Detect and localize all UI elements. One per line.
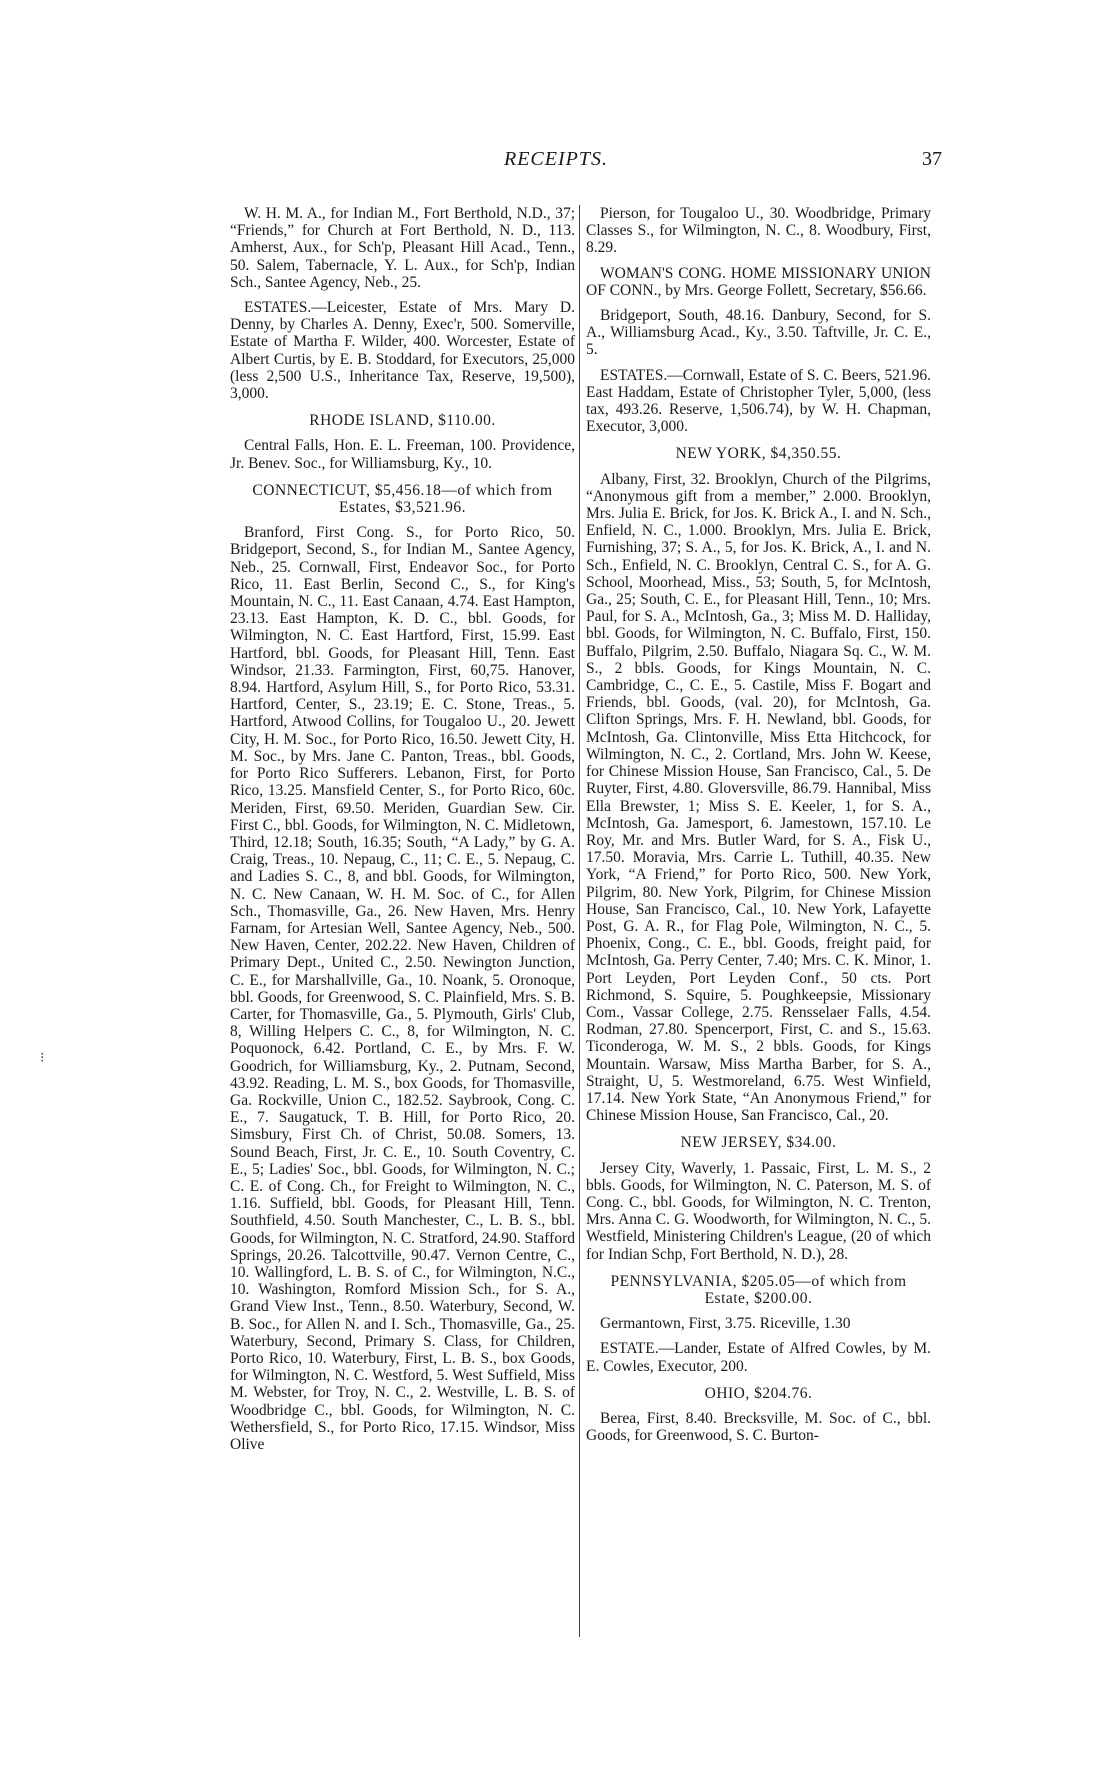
running-head — [0, 148, 1112, 178]
margin-mark: ⁝ — [40, 1051, 45, 1066]
paragraph-new-york: Albany, First, 32. Brooklyn, Church of the Pilgrims, “Anonymous gift from a member,” 2.000. Brooklyn, Mrs. Julia E. Brick, for Jos. K. Brick A., I. and N. Sch., Enfield, N. C., 1.000. Brooklyn, Mrs. Julia E. Brick, Furnishing, 37; S. A., 5, for Jos. K. Brick, A., I. and N. Sch., Enfield, N. C. Brooklyn, Central C. S., for A. G. School, Moorhead, Miss., 53; South, 5, for McIntosh, Ga., 25; South, C. E., for Pleasant Hill, Tenn., 10; Mrs. Paul, for S. A., McIntosh, Ga., 3; Miss M. D. Halliday, bbl. Goods, for Wilmington, N. C. Buffalo, First, 150. Buffalo, Pilgrim, 2.50. Buffalo, Niagara Sq. C., W. M. S., 2 bbls. Goods, for Kings Mountain, N. C. Cambridge, C., C. E., 5. Castile, Miss F. Bogart and Friends, bbl. Goods, (val. 20), for McIntosh, Ga. Clifton Springs, Mrs. F. H. Newland, bbl. Goods, for McIntosh, Ga. Clintonville, Miss Etta Hitchcock, for Wilmington, N. C., 2. Cortland, Mrs. John W. Keese, for Chinese Mission House, San Francisco, Cal., 5. De Ruyter, First, 4.80. Gloversville, 86.79. Hannibal, Miss Ella Brewster, 1; Miss S. E. Keeler, 1, for S. A., McIntosh, Ga. Jamesport, 6. Jamestown, 157.10. Le Roy, Mr. and Mrs. Butler Ward, for S. A., Fisk U., 17.50. Moravia, Mrs. Carrie L. Tuthill, 40.35. New York, “A Friend,” for Porto Rico, 500. New York, Pilgrim, 80. New York, Pilgrim, for Chinese Mission House, San Francisco, Cal., 10. New York, Lafayette Post, G. A. R., for Flag Pole, Wilmington, N. C., 5. Phoenix, Cong., C. E., bbl. Goods, freight paid, for McIntosh, Ga. Perry Center, 7.40; Mrs. C. K. Minor, 1. Port Leyden, Port Leyden Conf., 50 cts. Port Richmond, S. Squire, 5. Poughkeepsie, Missionary Com., Vassar College, 2.75. Rensselaer Falls, 4.54. Rodman, 27.80. Spencerport, First, C. and S., 15.63. Ticonderoga, W. M. S., 2 bbls. Goods, for Kings Mountain. Warsaw, Miss Martha Barber, for S. A., Straight, U, 5. Westmoreland, 6.75. West Winfield, 17.14. New York State, “An Anonymous Friend,” for Chinese Mission House, San Francisco, Cal., 20. — [586, 470, 931, 1125]
page-number: 37 — [922, 148, 942, 170]
paragraph-estate-pa: ESTATE.—Lander, Estate of Alfred Cowles, by M. E. Cowles, Executor, 200. — [586, 1340, 931, 1375]
heading-ohio: OHIO, $204.76. — [704, 1384, 813, 1402]
column-divider — [579, 205, 580, 1637]
paragraph-ohio: Berea, First, 8.40. Brecksville, M. Soc. of C., bbl. Goods, for Greenwood, S. C. Burton- — [586, 1410, 931, 1445]
heading-connecticut: CONNECTICUT, $5,456.18—of which from Estates, $3,521.96. — [252, 481, 553, 517]
paragraph-womans-union: WOMAN'S CONG. HOME MISSIONARY UNION OF CONN., by Mrs. George Follett, Secretary, $56.66. — [586, 264, 931, 299]
paragraph-new-jersey: Jersey City, Waverly, 1. Passaic, First, L. M. S., 2 bbls. Goods, for Wilmington, N. C. Paterson, M. S. of Cong. C., bbl. Goods, for Wilmington, N. C. Trenton, Mrs. Anna C. G. Woodworth, for Wilmington, N. C., 5. Westfield, Ministering Children's League, (20 of which for Indian Schp, Fort Berthold, N. D.), 28. — [586, 1159, 931, 1263]
heading-new-york: NEW YORK, $4,350.55. — [675, 445, 842, 463]
paragraph-estates-ma: ESTATES.—Leicester, Estate of Mrs. Mary D. Denny, by Charles A. Denny, Exec'r, 500. Somerville, Estate of Martha F. Wilder, 400. Worcester, Estate of Albert Curtis, by E. B. Stoddard, for Executors, 25,000 (less 2,500 U.S., Inheritance Tax, Reserve, 19,500), 3,000. — [230, 299, 575, 403]
heading-rhode-island: RHODE ISLAND, $110.00. — [309, 412, 496, 430]
heading-pennsylvania: PENNSYLVANIA, $205.05—of which from Estate, $200.00. — [610, 1272, 907, 1307]
paragraph-bridgeport: Bridgeport, South, 48.16. Danbury, Second, for S. A., Williamsburg Acad., Ky., 3.50. Taftville, Jr. C. E., 5. — [586, 307, 931, 359]
paragraph-wma: W. H. M. A., for Indian M., Fort Berthold, N.D., 37; “Friends,” for Church at Fort Berthold, N. D., 113. Amherst, Aux., for Sch'p, Pleasant Hill Acad., Tenn., 50. Salem, Tabernacle, Y. L. Aux., for Sch'p, Indian Sch., Santee Agency, Neb., 25. — [230, 205, 575, 291]
paragraph-ct-continued: Pierson, for Tougaloo U., 30. Woodbridge, Primary Classes S., for Wilmington, N. C., 8. Woodbury, First, 8.29. — [586, 205, 931, 257]
paragraph-pennsylvania: Germantown, First, 3.75. Riceville, 1.30 — [600, 1315, 851, 1333]
heading-new-jersey: NEW JERSEY, $34.00. — [680, 1134, 837, 1152]
running-title: RECEIPTS. — [504, 148, 608, 170]
paragraph-connecticut: Branford, First Cong. S., for Porto Rico, 50. Bridgeport, Second, S., for Indian M., Santee Agency, Neb., 25. Cornwall, First, Endeavor Soc., for Porto Rico, 11. East Berlin, Second C., S., for King's Mountain, N. C., 11. East Canaan, 4.74. East Hampton, 23.13. East Hampton, K. D. C., bbl. Goods, for Wilmington, N. C. East Hartford, First, 15.99. East Hartford, bbl. Goods, for Pleasant Hill, Tenn. East Windsor, 21.33. Farmington, First, 60,75. Hanover, 8.94. Hartford, Asylum Hill, S., for Porto Rico, 53.31. Hartford, Center, S., 23.19; E. C. Stone, Treas., 5. Hartford, Atwood Collins, for Tougaloo U., 20. Jewett City, H. M. Soc., for Porto Rico, 16.50. Jewett City, H. M. Soc., by Mrs. Jane C. Panton, Treas., bbl. Goods, for Porto Rico Sufferers. Lebanon, First, for Porto Rico, 13.25. Mansfield Center, S., for Porto Rico, 60c. Meriden, First, 69.50. Meriden, Guardian Sew. Cir. First C., bbl. Goods, for Wilmington, N. C. Midletown, Third, 12.18; South, 16.35; South, “A Lady,” by G. A. Craig, Treas., 10. Nepaug, C., 11; C. E., 5. Nepaug, C. and Ladies S. C., 8, and bbl. Goods, for Wilmington, N. C. New Canaan, W. H. M. Soc. of C., for Allen Sch., Thomasville, Ga., 26. New Haven, Mrs. Henry Farnam, for Artesian Well, Santee Agency, Neb., 500. New Haven, Center, 202.22. New Haven, Children of Primary Dept., United C., 2.50. Newington Junction, C. E., for Marshallville, Ga., 10. Noank, 5. Oronoque, bbl. Goods, for Greenwood, S. C. Plainfield, Mrs. S. B. Carter, for Thomasville, Ga., 5. Plymouth, Girls' Club, 8, Willing Helpers C. C., 8, for Wilmington, N. C. Poquonock, 6.42. Portland, C. E., by Mrs. F. W. Goodrich, for Williamsburg, Ky., 2. Putnam, Second, 43.92. Reading, L. M. S., box Goods, for Thomasville, Ga. Rockville, Union C., 182.52. Saybrook, Cong. C. E., 7. Saugatuck, T. B. Hill, for Porto Rico, 20. Simsbury, First Ch. of Christ, 50.08. Somers, 13. Sound Beach, First, Jr. C. E., 10. South Coventry, C. E., 5; Ladies' Soc., bbl. Goods, for Wilmington, N. C.; C. E. of Cong. Ch., for Freight to Wilmington, N. C., 1.16. Suffield, bbl. Goods, for Pleasant Hill, Tenn. Southfield, 4.50. South Manchester, C., L. B. S., bbl. Goods, for Wilmington, N. C. Stratford, 24.90. Stafford Springs, 20.26. Talcottville, 90.47. Vernon Centre, C., 10. Wallingford, L. B. S. of C., for Wilmington, N.C., 10. Washington, Romford Mission Sch., for S. A., Grand View Inst., Tenn., 8.50. Waterbury, Second, W. B. Soc., for Allen N. and I. Sch., Thomasville, Ga., 25. Waterbury, Second, Primary S. Class, for Children, Porto Rico, 10. Waterbury, First, L. B. S., box Goods, for Wilmington, N. C. Westford, 5. West Suffield, Miss M. Webster, for Troy, N. C., 2. Westville, L. B. S. of Woodbridge C., bbl. Goods, for Wilmington, N. C. Wethersfield, S., for Porto Rico, 17.15. Windsor, Miss Olive — [230, 524, 575, 1454]
paragraph-rhode-island: Central Falls, Hon. E. L. Freeman, 100. Providence, Jr. Benev. Soc., for Williamsburg, Ky., 10. — [230, 437, 575, 472]
paragraph-estates-ct: ESTATES.—Cornwall, Estate of S. C. Beers, 521.96. East Haddam, Estate of Christopher Tyler, 5,000, (less tax, 493.26. Reserve, 1,506.74), by W. H. Chapman, Executor, 3,000. — [586, 366, 931, 436]
right-column — [586, 205, 931, 1452]
left-column — [230, 205, 575, 1461]
